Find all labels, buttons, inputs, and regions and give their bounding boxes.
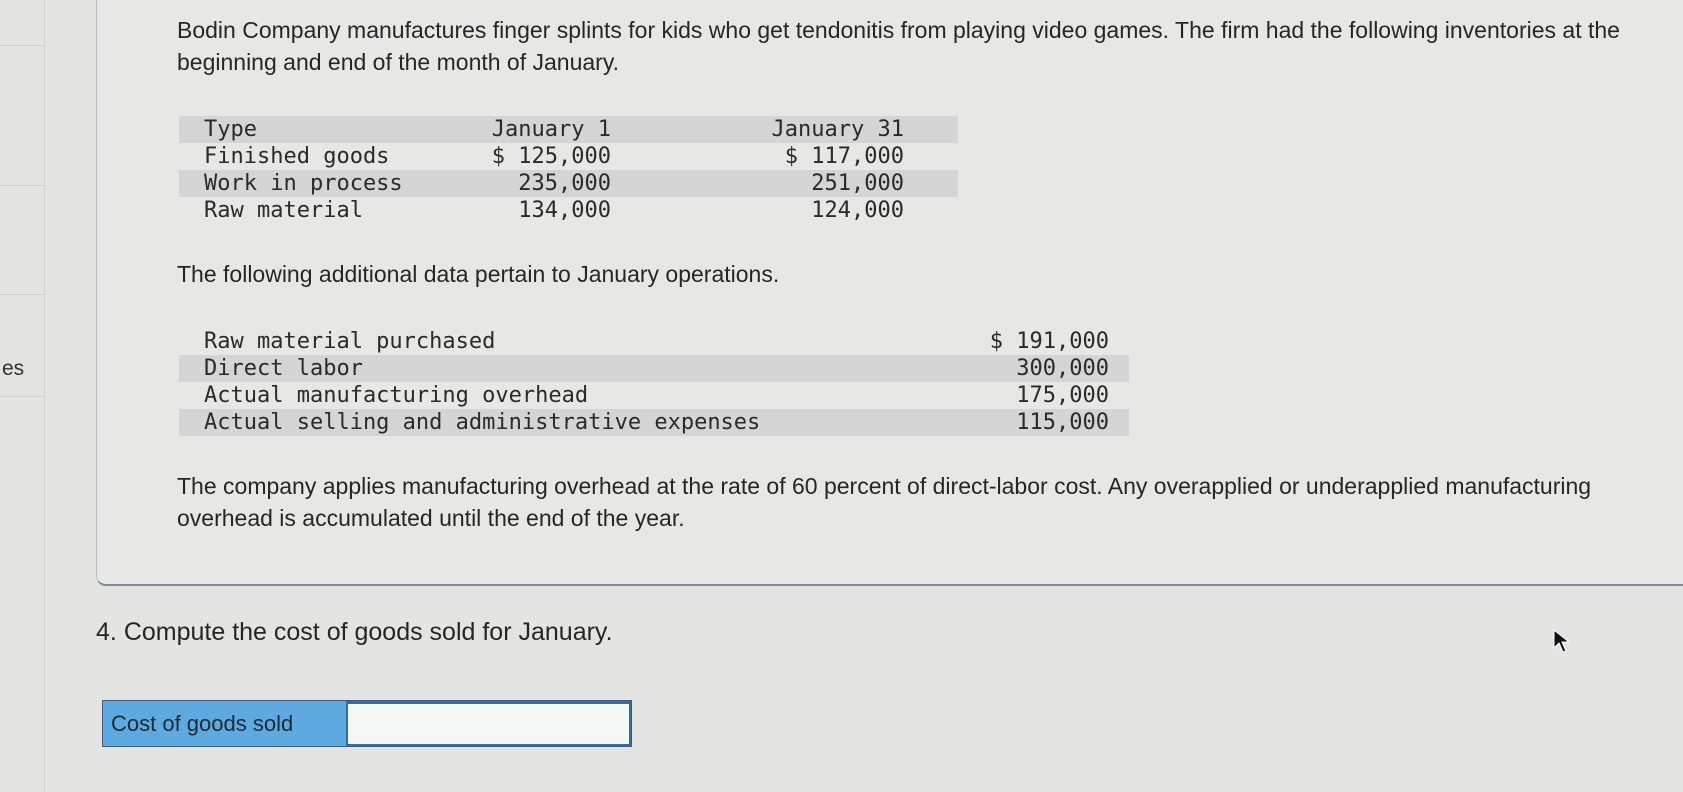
question-prompt [96,618,613,647]
answer-row [102,700,632,747]
row-label: Raw material purchased [204,329,496,354]
question-number: 4. [96,618,117,646]
row-label: Actual selling and administrative expenses [204,410,761,435]
sidebar-divider [0,45,44,46]
row-label: Direct labor [204,356,363,381]
sidebar-divider [0,294,44,295]
table-header-row [179,116,958,143]
cost-of-goods-sold-input[interactable] [346,701,631,746]
row-jan31-value: $ 117,000 [784,144,904,169]
row-value: $ 191,000 [989,329,1109,354]
sidebar-divider [0,185,44,186]
column-header-jan1: January 1 [491,117,611,142]
additional-data-table [179,328,1129,436]
sidebar-label: es [2,357,25,380]
row-jan31-value: 124,000 [811,198,904,223]
row-jan1-value: 134,000 [518,198,611,223]
row-value: 300,000 [1016,356,1109,381]
row-value: 115,000 [1016,410,1109,435]
sidebar-divider [0,396,44,397]
table-row [179,409,1129,436]
column-header-jan31: January 31 [771,117,904,142]
row-value: 175,000 [1016,383,1109,408]
row-jan1-value: 235,000 [518,171,611,196]
table-row [179,355,1129,382]
table-row [179,170,958,197]
answer-label: Cost of goods sold [103,701,346,746]
row-type: Raw material [204,198,363,223]
left-sidebar [0,0,45,792]
question-text: Compute the cost of goods sold for January. [123,618,613,646]
column-header-type: Type [204,117,257,142]
row-jan1-value: $ 125,000 [491,144,611,169]
table-row [179,382,1129,409]
overhead-note: The company applies manufacturing overhead at the rate of 60 percent of direct-labor cost. Any overapplied or underapplied manufacturing overhead is accumulated until the end of the year. [177,473,1592,531]
table-row [179,143,958,170]
table-row [179,197,958,224]
problem-intro: Bodin Company manufactures finger splints for kids who get tendonitis from playing video games. The firm had the following inventories at the beginning and end of the month of January. [177,17,1620,75]
row-type: Finished goods [204,144,390,169]
row-label: Actual manufacturing overhead [204,383,589,408]
row-type: Work in process [204,171,403,196]
table-row [179,328,1129,355]
inventory-table [179,116,958,224]
additional-data-intro: The following additional data pertain to January operations. [177,261,780,287]
row-jan31-value: 251,000 [811,171,904,196]
